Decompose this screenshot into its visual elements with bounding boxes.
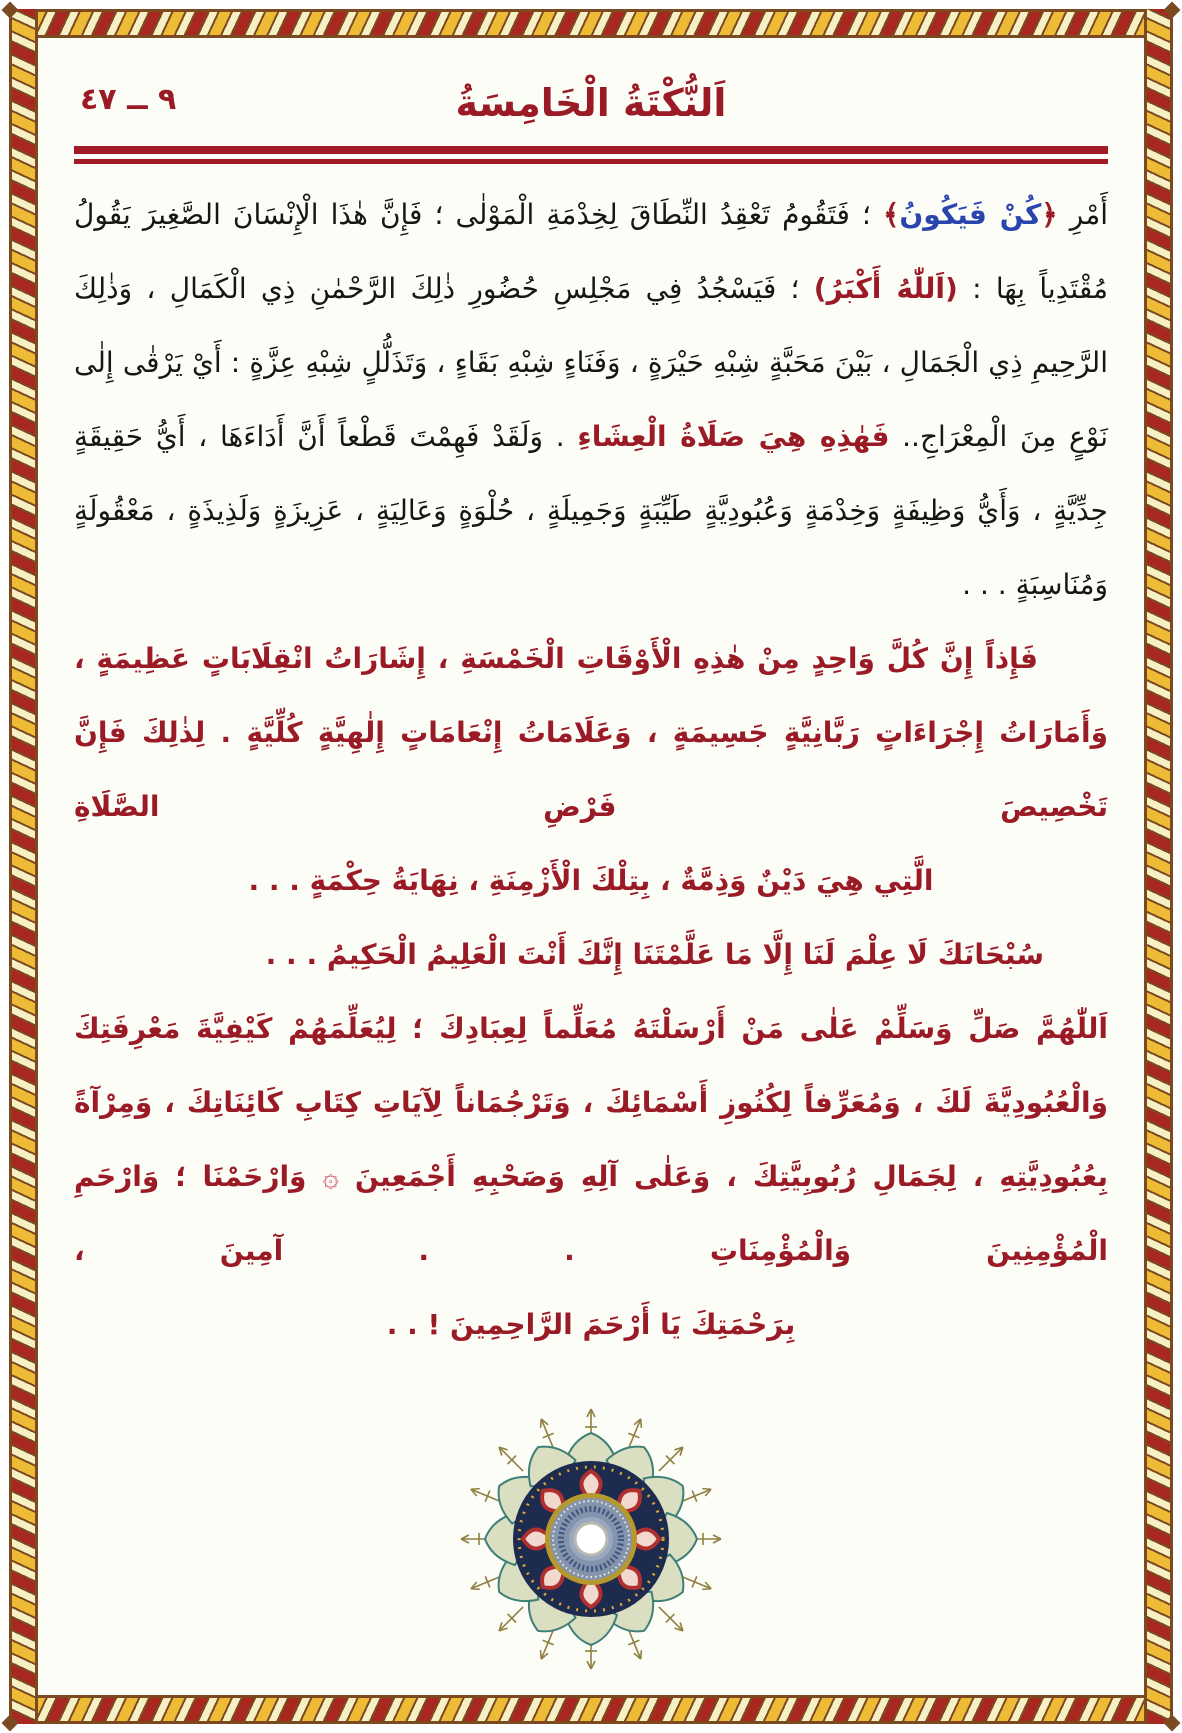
paragraph-4-last-line: بِرَحْمَتِكَ يَا أَرْحَمَ الرَّاحِمِينَ ! . . bbox=[386, 1308, 796, 1341]
divider-thick-line bbox=[74, 146, 1108, 154]
rosette-mandala-icon bbox=[458, 1406, 724, 1672]
quran-bracket-open: ﴿ bbox=[1041, 198, 1058, 231]
p1-text: . وَلَقَدْ فَهِمْتَ قَطْعاً أَنَّ أَدَاءَهَا ، أَيُّ حَقِيقَةٍ جِدِّيَّةٍ ، وَأَيُّ وَظِيفَةٍ وَخِدْمَةٍ وَعُبُودِيَّةٍ طَيِّبَةٍ وَجَمِيلَةٍ ، حُلْوَةٍ وَعَالِيَةٍ ، عَزِيزَةٍ وَلَذِيذَةٍ ، مَعْقُولَةٍ وَمُنَاسِبَةٍ . . . bbox=[74, 420, 1108, 601]
page-title: اَلنُّكْتَةُ الْخَامِسَةُ bbox=[455, 81, 727, 125]
paragraph-3-tasbih: سُبْحَانَكَ لَا عِلْمَ لَنَا إِلَّا مَا عَلَّمْتَنَا إِنَّكَ أَنْتَ الْعَلِيمُ الْحَكِيمُ . . . bbox=[265, 938, 1044, 971]
paragraph-2: فَإِذاً إِنَّ كُلَّ وَاحِدٍ مِنْ هٰذِهِ الْأَوْقَاتِ الْخَمْسَةِ ، إِشَارَاتُ انْقِلَابَاتٍ عَظِيمَةٍ ، وَأَمَارَاتُ إِجْرَاءَاتٍ رَبَّانِيَّةٍ جَسِيمَةٍ ، وَعَلَامَاتُ إِنْعَامَاتٍ إِلٰهِيَّةٍ كُلِّيَّةٍ . لِذٰلِكَ فَإِنَّ تَخْصِيصَ فَرْضِ الصَّلَاةِ bbox=[74, 642, 1108, 823]
rosette-ornament bbox=[74, 1406, 1108, 1676]
p4-text: اَللّٰهُمَّ صَلِّ وَسَلِّمْ عَلٰى مَنْ أَرْسَلْتَهُ مُعَلِّماً لِعِبَادِكَ ؛ لِيُعَلِّمَهُمْ كَيْفِيَّةَ مَعْرِفَتِكَ وَالْعُبُودِيَّةَ لَكَ ، وَمُعَرِّفاً لِكُنُوزِ أَسْمَائِكَ ، وَتَرْجُمَاناً لِآيَاتِ كِتَابِ كَائِنَاتِكَ ، وَمِرْآةً بِعُبُودِيَّتِهِ ، لِجَمَالِ رُبُوبِيَّتِكَ ، وَعَلٰى آلِهِ وَصَحْبِهِ أَجْمَعِينَ bbox=[74, 1012, 1108, 1193]
frame-border-left bbox=[9, 9, 38, 1724]
page-inner bbox=[38, 38, 1144, 1695]
quran-bracket-close: ﴾ bbox=[882, 198, 900, 231]
paragraph-2-last-line: الَّتِي هِيَ دَيْنٌ وَذِمَّةٌ ، بِتِلْكَ الْأَزْمِنَةِ ، نِهَايَةُ حِكْمَةٍ . . . bbox=[248, 864, 934, 897]
frame-border-bottom bbox=[9, 1695, 1173, 1724]
takbir-phrase: (اَللّٰهُ أَكْبَرُ) bbox=[813, 272, 958, 305]
quran-quote: كُنْ فَيَكُونُ bbox=[899, 198, 1042, 231]
page-number: ٩ ــ ٤٧ bbox=[80, 82, 177, 117]
p1-text: ؛ فَيَسْجُدُ فِي مَجْلِسِ حُضُورِ ذٰلِكَ الرَّحْمٰنِ ذِي الْكَمَالِ ، وَذٰلِكَ الرَّحِيمِ ذِي الْجَمَالِ ، بَيْنَ مَحَبَّةٍ شِبْهِ حَيْرَةٍ ، وَفَنَاءٍ شِبْهِ بَقَاءٍ ، وَتَذَلُّلٍ شِبْهِ عِزَّةٍ : أَيْ يَرْقٰى إِلٰى نَوْعٍ مِنَ الْمِعْرَاجِ.. bbox=[74, 272, 1108, 453]
p1-text: أَمْرِ bbox=[1057, 198, 1108, 231]
frame-border-right bbox=[1144, 9, 1173, 1724]
rub-el-hizb-ornament-icon: ۞ bbox=[322, 1160, 339, 1193]
p1-text: ؛ فَتَقُومُ تَعْقِدُ النِّطَاقَ لِخِدْمَةِ الْمَوْلٰى ؛ فَإِنَّ هٰذَا الْإِنْسَانَ الصَّغِيرَ يَقُولُ مُقْتَدِياً بِهَا : bbox=[74, 198, 1109, 305]
frame-border-top bbox=[9, 9, 1173, 38]
body-text bbox=[74, 178, 1108, 1362]
p4-text: وَارْحَمْنَا ؛ وَارْحَمِ الْمُؤْمِنِينَ وَالْمُؤْمِنَاتِ . . آمِينَ ، bbox=[74, 1160, 1108, 1267]
paragraph-4-dua bbox=[74, 992, 1108, 1288]
header-divider bbox=[74, 146, 1108, 164]
divider-thin-line bbox=[74, 159, 1108, 164]
isha-prayer-phrase: فَهٰذِهِ هِيَ صَلَاةُ الْعِشَاءِ bbox=[577, 420, 890, 453]
paragraph-1 bbox=[74, 178, 1108, 622]
page-header bbox=[74, 74, 1108, 132]
